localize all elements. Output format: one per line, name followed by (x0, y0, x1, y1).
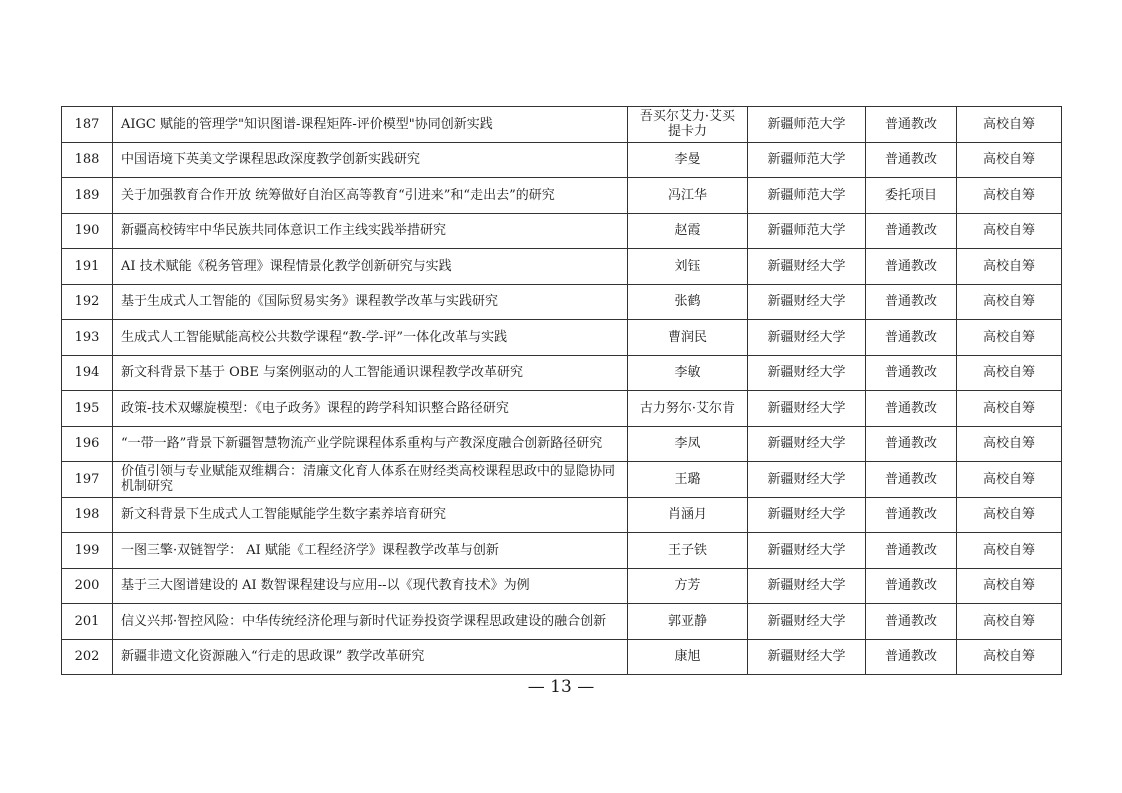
project-title-cell: 新文科背景下生成式人工智能赋能学生数字素养培育研究 (113, 497, 628, 533)
funding-source-cell: 高校自筹 (957, 107, 1062, 143)
project-table (61, 106, 1062, 675)
table-row (62, 639, 1062, 675)
project-title-cell: 信义兴邦·智控风险：中华传统经济伦理与新时代证券投资学课程思政建设的融合创新 (113, 604, 628, 640)
project-lead-cell: 郭亚静 (628, 604, 748, 640)
project-lead-cell: 李敏 (628, 355, 748, 391)
funding-source-cell: 高校自筹 (957, 391, 1062, 427)
project-type-cell: 普通教改 (866, 639, 957, 675)
project-title-cell: 政策-技术双螺旋模型：《电子政务》课程的跨学科知识整合路径研究 (113, 391, 628, 427)
project-type-cell: 普通教改 (866, 426, 957, 462)
table-row (62, 533, 1062, 569)
project-type-cell: 普通教改 (866, 391, 957, 427)
row-number-cell: 188 (62, 142, 113, 178)
project-type-cell: 普通教改 (866, 213, 957, 249)
table-row (62, 497, 1062, 533)
table-row (62, 107, 1062, 143)
row-number-cell: 198 (62, 497, 113, 533)
institution-cell: 新疆财经大学 (748, 355, 866, 391)
project-type-cell: 普通教改 (866, 462, 957, 498)
project-lead-cell: 吾买尔艾力·艾买提卡力 (628, 107, 748, 143)
project-lead-cell: 赵霞 (628, 213, 748, 249)
funding-source-cell: 高校自筹 (957, 320, 1062, 356)
funding-source-cell: 高校自筹 (957, 426, 1062, 462)
institution-cell: 新疆师范大学 (748, 178, 866, 214)
row-number-cell: 195 (62, 391, 113, 427)
row-number-cell: 196 (62, 426, 113, 462)
institution-cell: 新疆财经大学 (748, 604, 866, 640)
funding-source-cell: 高校自筹 (957, 142, 1062, 178)
row-number-cell: 193 (62, 320, 113, 356)
project-title-cell: 中国语境下英美文学课程思政深度教学创新实践研究 (113, 142, 628, 178)
project-title-cell: 基于三大图谱建设的 AI 数智课程建设与应用--以《现代教育技术》为例 (113, 568, 628, 604)
project-type-cell: 普通教改 (866, 568, 957, 604)
row-number-cell: 191 (62, 249, 113, 285)
project-type-cell: 普通教改 (866, 355, 957, 391)
institution-cell: 新疆财经大学 (748, 533, 866, 569)
funding-source-cell: 高校自筹 (957, 355, 1062, 391)
row-number-cell: 200 (62, 568, 113, 604)
table-row (62, 142, 1062, 178)
project-type-cell: 普通教改 (866, 107, 957, 143)
funding-source-cell: 高校自筹 (957, 462, 1062, 498)
project-lead-cell: 王子铁 (628, 533, 748, 569)
project-title-cell: 一图三擎·双链智学： AI 赋能《工程经济学》课程教学改革与创新 (113, 533, 628, 569)
institution-cell: 新疆财经大学 (748, 639, 866, 675)
project-title-cell: 关于加强教育合作开放 统筹做好自治区高等教育“引进来”和“走出去”的研究 (113, 178, 628, 214)
project-title-cell: 价值引领与专业赋能双维耦合：清廉文化育人体系在财经类高校课程思政中的显隐协同机制研究 (113, 462, 628, 498)
row-number-cell: 197 (62, 462, 113, 498)
table-row (62, 426, 1062, 462)
project-title-cell: 新疆高校铸牢中华民族共同体意识工作主线实践举措研究 (113, 213, 628, 249)
institution-cell: 新疆财经大学 (748, 462, 866, 498)
table-row (62, 568, 1062, 604)
table-row (62, 320, 1062, 356)
project-lead-cell: 李凤 (628, 426, 748, 462)
project-type-cell: 普通教改 (866, 284, 957, 320)
project-type-cell: 普通教改 (866, 533, 957, 569)
project-title-cell: AI 技术赋能《税务管理》课程情景化教学创新研究与实践 (113, 249, 628, 285)
institution-cell: 新疆财经大学 (748, 391, 866, 427)
row-number-cell: 202 (62, 639, 113, 675)
project-title-cell: “一带一路”背景下新疆智慧物流产业学院课程体系重构与产教深度融合创新路径研究 (113, 426, 628, 462)
project-lead-cell: 方芳 (628, 568, 748, 604)
project-lead-cell: 古力努尔·艾尔肯 (628, 391, 748, 427)
project-lead-cell: 曹润民 (628, 320, 748, 356)
table-row (62, 462, 1062, 498)
project-title-cell: AIGC 赋能的管理学"知识图谱-课程矩阵-评价模型"协同创新实践 (113, 107, 628, 143)
project-title-cell: 新文科背景下基于 OBE 与案例驱动的人工智能通识课程教学改革研究 (113, 355, 628, 391)
row-number-cell: 201 (62, 604, 113, 640)
funding-source-cell: 高校自筹 (957, 284, 1062, 320)
row-number-cell: 187 (62, 107, 113, 143)
project-table-body (62, 107, 1062, 675)
project-lead-cell: 张鹤 (628, 284, 748, 320)
project-type-cell: 普通教改 (866, 497, 957, 533)
row-number-cell: 189 (62, 178, 113, 214)
project-lead-cell: 冯江华 (628, 178, 748, 214)
row-number-cell: 199 (62, 533, 113, 569)
project-lead-cell: 肖涵月 (628, 497, 748, 533)
table-row (62, 213, 1062, 249)
table-row (62, 178, 1062, 214)
project-lead-cell: 康旭 (628, 639, 748, 675)
institution-cell: 新疆财经大学 (748, 284, 866, 320)
project-type-cell: 普通教改 (866, 604, 957, 640)
institution-cell: 新疆师范大学 (748, 142, 866, 178)
institution-cell: 新疆财经大学 (748, 249, 866, 285)
project-title-cell: 新疆非遗文化资源融入“行走的思政课” 教学改革研究 (113, 639, 628, 675)
institution-cell: 新疆财经大学 (748, 568, 866, 604)
project-type-cell: 委托项目 (866, 178, 957, 214)
institution-cell: 新疆财经大学 (748, 320, 866, 356)
project-title-cell: 生成式人工智能赋能高校公共数学课程“教-学-评”一体化改革与实践 (113, 320, 628, 356)
row-number-cell: 190 (62, 213, 113, 249)
table-row (62, 604, 1062, 640)
project-type-cell: 普通教改 (866, 249, 957, 285)
institution-cell: 新疆财经大学 (748, 497, 866, 533)
table-row (62, 249, 1062, 285)
table-row (62, 355, 1062, 391)
project-lead-cell: 李曼 (628, 142, 748, 178)
project-title-cell: 基于生成式人工智能的《国际贸易实务》课程教学改革与实践研究 (113, 284, 628, 320)
project-lead-cell: 王璐 (628, 462, 748, 498)
institution-cell: 新疆师范大学 (748, 213, 866, 249)
funding-source-cell: 高校自筹 (957, 604, 1062, 640)
project-lead-cell: 刘钰 (628, 249, 748, 285)
funding-source-cell: 高校自筹 (957, 497, 1062, 533)
funding-source-cell: 高校自筹 (957, 249, 1062, 285)
project-type-cell: 普通教改 (866, 142, 957, 178)
institution-cell: 新疆师范大学 (748, 107, 866, 143)
page-number: — 13 — (527, 677, 595, 697)
funding-source-cell: 高校自筹 (957, 639, 1062, 675)
table-row (62, 284, 1062, 320)
funding-source-cell: 高校自筹 (957, 213, 1062, 249)
funding-source-cell: 高校自筹 (957, 533, 1062, 569)
row-number-cell: 192 (62, 284, 113, 320)
table-row (62, 391, 1062, 427)
funding-source-cell: 高校自筹 (957, 568, 1062, 604)
funding-source-cell: 高校自筹 (957, 178, 1062, 214)
row-number-cell: 194 (62, 355, 113, 391)
institution-cell: 新疆财经大学 (748, 426, 866, 462)
project-type-cell: 普通教改 (866, 320, 957, 356)
